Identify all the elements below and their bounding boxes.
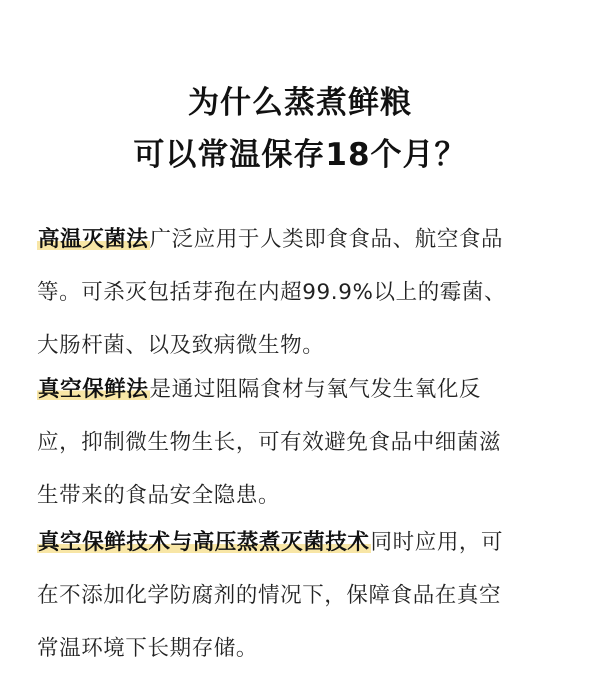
paragraph-high-temp-sterilization (37, 213, 577, 372)
paragraph-text: 是通过阻隔食材与氧气发生氧化反 (149, 377, 482, 402)
paragraph-line: 在不添加化学防腐剂的情况下，保障食品在真空 (37, 583, 502, 608)
paragraph-line: 应，抑制微生物生长，可有效避免食品中细菌滋 (37, 430, 502, 455)
paragraph-line (37, 363, 577, 416)
paragraph-vacuum-preservation (37, 363, 577, 522)
paragraph-text: 同时应用，可 (370, 530, 504, 555)
paragraph-line (37, 213, 577, 266)
paragraph-line: 等。可杀灭包括芽孢在内超99.9%以上的霉菌、 (37, 280, 507, 305)
paragraph-line: 生带来的食品安全隐患。 (37, 483, 281, 508)
highlight-term: 真空保鲜技术与高压蒸煮灭菌技术 (38, 530, 370, 555)
paragraph-text: 广泛应用于人类即食食品、航空食品 (149, 227, 504, 252)
highlight-term: 真空保鲜法 (38, 377, 149, 402)
page-title-line-1: 为什么蒸煮鲜粮 (188, 85, 412, 121)
paragraph-line (37, 516, 577, 569)
highlight-term: 高温灭菌法 (38, 227, 149, 252)
paragraph-line: 常温环境下长期存储。 (37, 636, 259, 661)
paragraph-line: 大肠杆菌、以及致病微生物。 (37, 333, 325, 358)
paragraph-combined-technology (37, 516, 577, 675)
page-title-line-2: 可以常温保存18个月？ (133, 137, 467, 173)
